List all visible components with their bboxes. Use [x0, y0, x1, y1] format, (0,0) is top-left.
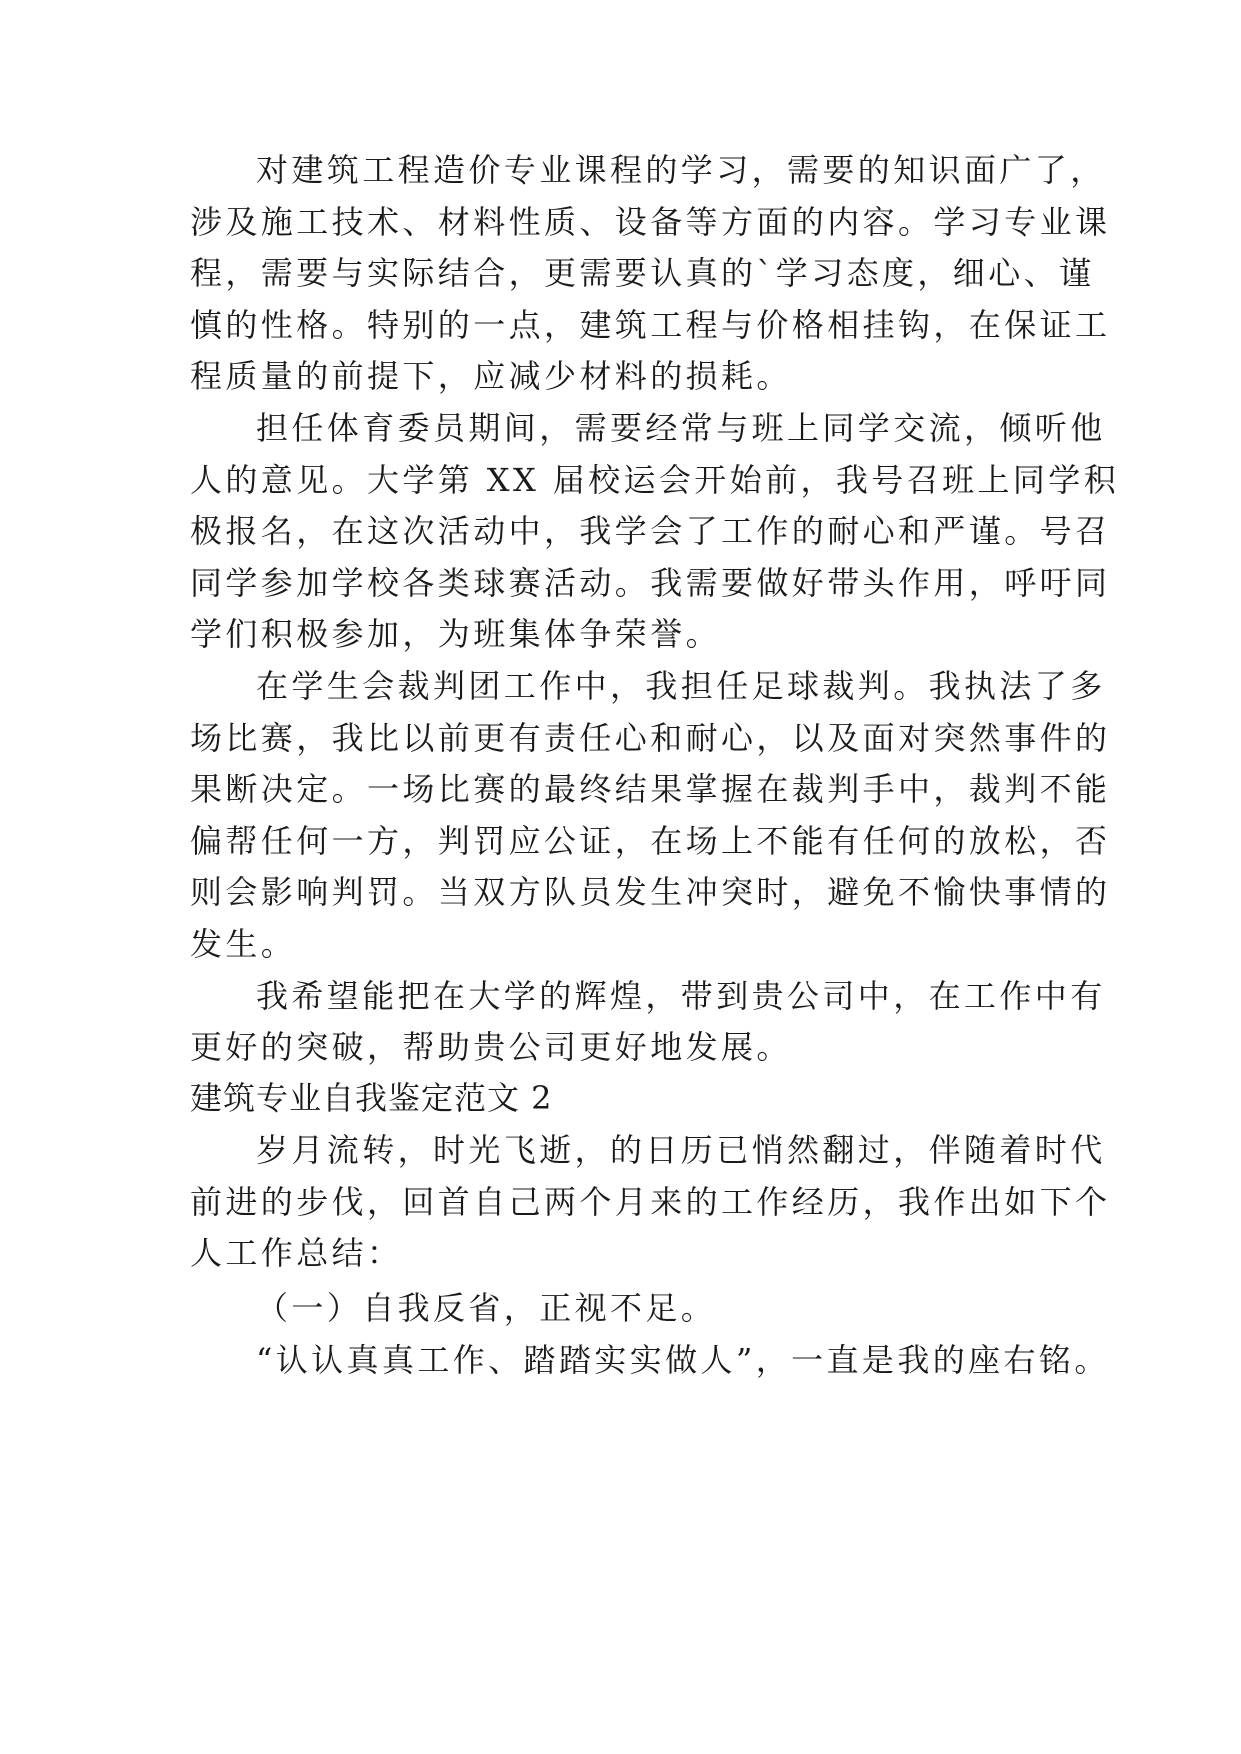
paragraph-2-line-1: 担任体育委员期间，需要经常与班上同学交流，倾听他: [256, 409, 1106, 447]
paragraph-3-line-3: 果断决定。一场比赛的最终结果掌握在裁判手中，裁判不能: [190, 770, 1111, 808]
paragraph-3-line-1: 在学生会裁判团工作中，我担任足球裁判。我执法了多: [256, 667, 1106, 705]
paragraph-6-line-1: “认认真真工作、踏踏实实做人”，一直是我的座右铭。: [256, 1341, 1110, 1379]
paragraph-5-line-2: 前进的步伐，回首自己两个月来的工作经历，我作出如下个: [190, 1183, 1111, 1221]
paragraph-4-line-1: 我希望能把在大学的辉煌，带到贵公司中，在工作中有: [256, 977, 1106, 1015]
paragraph-1-line-2: 涉及施工技术、材料性质、设备等方面的内容。学习专业课: [190, 203, 1111, 241]
paragraph-2-line-3: 极报名，在这次活动中，我学会了工作的耐心和严谨。号召: [190, 512, 1111, 550]
paragraph-1-line-3: 程，需要与实际结合，更需要认真的`学习态度，细心、谨: [190, 254, 1095, 292]
paragraph-5-line-1: 岁月流转，时光飞逝，的日历已悄然翻过，伴随着时代: [256, 1131, 1106, 1169]
paragraph-2-line-2: 人的意见。大学第 XX 届校运会开始前，我号召班上同学积: [190, 461, 1120, 499]
paragraph-1-line-1: 对建筑工程造价专业课程的学习，需要的知识面广了，: [256, 151, 1106, 189]
paragraph-2-line-5: 学们积极参加，为班集体争荣誉。: [190, 615, 722, 653]
paragraph-1-line-5: 程质量的前提下，应减少材料的损耗。: [190, 357, 792, 395]
subheading-item-1: （一）自我反省，正视不足。: [256, 1289, 717, 1327]
paragraph-3-line-6: 发生。: [190, 925, 297, 963]
section-heading: 建筑专业自我鉴定范文 2: [190, 1079, 553, 1117]
paragraph-5-line-3: 人工作总结：: [190, 1234, 403, 1272]
paragraph-2-line-4: 同学参加学校各类球赛活动。我需要做好带头作用，呼吁同: [190, 564, 1111, 602]
paragraph-3-line-5: 则会影响判罚。当双方队员发生冲突时，避免不愉快事情的: [190, 873, 1111, 911]
paragraph-4-line-2: 更好的突破，帮助贵公司更好地发展。: [190, 1028, 792, 1066]
paragraph-3-line-2: 场比赛，我比以前更有责任心和耐心，以及面对突然事件的: [190, 719, 1111, 757]
paragraph-1-line-4: 慎的性格。特别的一点，建筑工程与价格相挂钩，在保证工: [190, 306, 1111, 344]
paragraph-3-line-4: 偏帮任何一方，判罚应公证，在场上不能有任何的放松，否: [190, 822, 1111, 860]
